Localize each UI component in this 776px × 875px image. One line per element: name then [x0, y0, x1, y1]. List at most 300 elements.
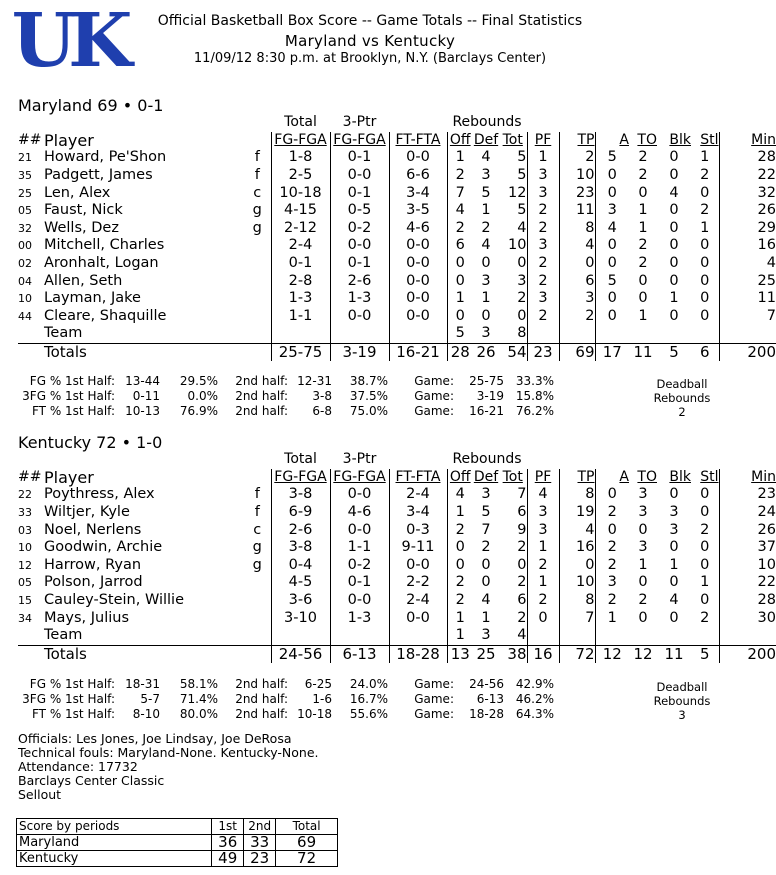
col-fg: FG-FGA: [271, 469, 330, 487]
half2-pct: 24.0%: [349, 677, 388, 691]
player-number: 05: [18, 204, 32, 218]
ft-fta: 16-21: [389, 343, 447, 361]
game-pct: 46.2%: [515, 691, 554, 706]
fg-fga: 1-8: [271, 149, 330, 167]
turnovers: 3: [638, 539, 648, 556]
minutes: 23: [719, 486, 776, 504]
fouls: 2: [527, 202, 559, 220]
col-ft: FT-FTA: [389, 132, 447, 150]
player-row: [18, 149, 776, 167]
col-fg: FG-FGA: [271, 132, 330, 150]
spacer: [559, 627, 595, 645]
half2-pct: 37.5%: [349, 388, 388, 403]
player-row: [18, 290, 776, 308]
assists: 0: [595, 237, 629, 255]
minutes: 4: [719, 255, 776, 273]
reb-tot: 4: [517, 627, 527, 644]
spacer: [629, 325, 719, 343]
three-pt: 6-13: [330, 645, 389, 663]
spacer: [389, 114, 447, 132]
player-position: g: [252, 219, 262, 236]
minutes: 28: [719, 592, 776, 610]
player-name: Mitchell, Charles: [44, 237, 165, 254]
half1-pct: 0.0%: [187, 388, 218, 403]
turnovers: 0: [638, 574, 648, 591]
player-name: Len, Alex: [44, 184, 111, 201]
steals: 5: [691, 645, 719, 663]
points: 4: [559, 521, 595, 539]
sellout: Sellout: [18, 787, 62, 802]
spacer: [18, 114, 271, 132]
col-to: TO: [637, 468, 657, 485]
deadball-l2: Rebounds: [653, 391, 711, 405]
fouls: 3: [527, 184, 559, 202]
fouls: 23: [527, 343, 559, 361]
score-row-kentucky: [17, 851, 338, 867]
ft-fta: 2-4: [389, 592, 447, 610]
score-2nd: 23: [244, 851, 276, 867]
fouls: 3: [527, 167, 559, 185]
points: 11: [559, 202, 595, 220]
pct-label: FG % 1st Half:: [29, 677, 115, 691]
ft-fta: 18-28: [389, 645, 447, 663]
half2-label: 2nd half:: [235, 403, 288, 418]
three-pt: 3-19: [330, 343, 389, 361]
minutes: 24: [719, 504, 776, 522]
reb-def: 25: [473, 645, 499, 663]
spacer: [244, 343, 271, 361]
game-label: Game:: [414, 691, 454, 706]
team-rebounds-row: [18, 325, 776, 343]
reb-tot: 5: [517, 202, 527, 219]
minutes: 30: [719, 609, 776, 627]
points: 6: [559, 272, 595, 290]
fg-fga: 3-8: [271, 539, 330, 557]
player-number: 34: [18, 611, 32, 625]
minutes: 26: [719, 521, 776, 539]
blocks: 0: [669, 237, 679, 254]
player-number: 25: [18, 186, 32, 200]
assists: 17: [595, 343, 629, 361]
ft-fta: 0-0: [389, 149, 447, 167]
points: 16: [559, 539, 595, 557]
deadball-v: 2: [678, 405, 686, 419]
player-position: [244, 592, 271, 610]
turnovers: 1: [638, 219, 648, 236]
three-pt: 0-1: [330, 184, 389, 202]
minutes: 7: [719, 308, 776, 326]
reb-def: 1: [481, 609, 491, 626]
fouls: 2: [527, 592, 559, 610]
blocks: 4: [669, 184, 679, 201]
spacer: [330, 325, 389, 343]
reb-tot: 2: [517, 574, 527, 591]
turnovers: 0: [638, 609, 648, 626]
fg-fga: 10-18: [271, 184, 330, 202]
player-name: Goodwin, Archie: [44, 539, 163, 556]
player-position: [244, 237, 271, 255]
player-number: 32: [18, 221, 32, 235]
col-a: A: [595, 469, 629, 487]
team-rebounds-row: [18, 627, 776, 645]
half2-made: 6-25: [304, 677, 332, 691]
three-pt: 2-6: [330, 272, 389, 290]
pct-row: [20, 404, 554, 419]
group-rebounds: Rebounds: [452, 114, 522, 131]
player-name: Mays, Julius: [44, 609, 130, 626]
box-score-table: [18, 451, 776, 663]
half1-pct: 80.0%: [179, 706, 218, 721]
steals: 0: [700, 592, 710, 609]
half2-label: 2nd half:: [235, 706, 288, 721]
game-pct: 76.2%: [515, 403, 554, 418]
half1-pct: 76.9%: [179, 403, 218, 418]
group-3ptr: 3-Ptr: [342, 114, 377, 131]
column-header-row: [18, 469, 776, 487]
player-row: [18, 184, 776, 202]
steals: 6: [691, 343, 719, 361]
player-number: 22: [18, 488, 32, 502]
minutes: 11: [719, 290, 776, 308]
half1-made: 0-11: [132, 388, 160, 403]
reb-off: 2: [447, 220, 473, 238]
steals: 2: [700, 202, 710, 219]
player-number: 10: [18, 541, 32, 555]
assists: 3: [595, 574, 629, 592]
spacer: [244, 645, 271, 663]
ft-fta: 2-4: [389, 486, 447, 504]
group-rebounds: Rebounds: [452, 451, 522, 468]
pct-row: [20, 707, 554, 722]
three-pt: 4-6: [330, 504, 389, 522]
turnovers: 3: [638, 486, 648, 503]
player-name: Faust, Nick: [44, 202, 123, 219]
assists: 5: [595, 272, 629, 290]
reb-off: 2: [447, 521, 473, 539]
col-ft: FT-FTA: [389, 469, 447, 487]
reb-off: 1: [447, 504, 473, 522]
spacer: [244, 627, 271, 645]
points: 69: [559, 343, 595, 361]
half1-made: 10-13: [125, 403, 160, 418]
team-title: Maryland 69 • 0-1: [18, 96, 164, 115]
reb-tot: 3: [517, 272, 527, 289]
reb-off: 0: [447, 308, 473, 326]
group-total: Total: [284, 451, 317, 468]
ft-fta: 6-6: [389, 167, 447, 185]
pct-row: [20, 374, 554, 389]
player-number: 12: [18, 558, 32, 572]
blocks: 5: [657, 343, 691, 361]
player-name: Layman, Jake: [44, 290, 141, 307]
steals: 0: [700, 272, 710, 289]
ft-fta: 0-0: [389, 557, 447, 575]
assists: 0: [595, 308, 629, 326]
minutes: 28: [719, 149, 776, 167]
game-label: Game:: [414, 374, 454, 388]
pct-row: [20, 692, 554, 707]
ft-fta: 9-11: [389, 539, 447, 557]
group-header-row: [18, 451, 776, 469]
half2-made: 1-6: [312, 691, 332, 706]
game-made: 25-75: [469, 374, 504, 388]
spacer: [719, 325, 776, 343]
player-row: [18, 504, 776, 522]
fouls: 3: [527, 237, 559, 255]
ft-fta: 3-5: [389, 202, 447, 220]
player-row: [18, 574, 776, 592]
player-name: Poythress, Alex: [44, 486, 155, 503]
half2-label: 2nd half:: [235, 388, 288, 403]
spacer: [18, 627, 44, 645]
three-pt: 1-3: [330, 609, 389, 627]
team-label: Team: [44, 325, 83, 342]
steals: 1: [700, 219, 710, 236]
score-header-label: Score by periods: [17, 819, 212, 835]
reb-off: 0: [447, 557, 473, 575]
fg-fga: 2-6: [271, 521, 330, 539]
steals: 0: [700, 255, 710, 272]
assists: 2: [595, 557, 629, 575]
points: 23: [559, 184, 595, 202]
turnovers: 0: [638, 521, 648, 538]
points: 0: [559, 557, 595, 575]
player-row: [18, 592, 776, 610]
reb-off: 2: [447, 167, 473, 185]
group-header-row: [18, 114, 776, 132]
minutes: 10: [719, 557, 776, 575]
score-header-row: [17, 819, 338, 835]
col-min: Min: [719, 132, 776, 150]
fouls: 1: [527, 149, 559, 167]
col-a: A: [595, 132, 629, 150]
player-row: [18, 308, 776, 326]
deadball-v: 3: [678, 708, 686, 722]
half1-made: 13-44: [125, 374, 160, 388]
score-team: Maryland: [17, 835, 212, 851]
half1-made: 8-10: [132, 706, 160, 721]
score-header-total: Total: [276, 819, 338, 835]
col-def: Def: [473, 131, 499, 148]
assists: 0: [595, 521, 629, 539]
player-name: Polson, Jarrod: [44, 574, 143, 591]
points: 7: [559, 609, 595, 627]
three-pt: 1-3: [330, 290, 389, 308]
three-pt: 0-2: [330, 220, 389, 238]
player-row: [18, 486, 776, 504]
game-label: Game:: [414, 706, 454, 721]
reb-tot: 8: [517, 325, 527, 342]
player-row: [18, 167, 776, 185]
blocks: 3: [669, 504, 679, 521]
spacer: [330, 627, 389, 645]
turnovers: 1: [638, 202, 648, 219]
fg-fga: 6-9: [271, 504, 330, 522]
deadball-rebounds: [637, 377, 727, 419]
ft-fta: 3-4: [389, 504, 447, 522]
spacer: [559, 325, 595, 343]
assists: 0: [595, 486, 629, 504]
blocks: 1: [669, 556, 679, 573]
points: 2: [559, 308, 595, 326]
spacer: [527, 325, 559, 343]
reb-def: 0: [481, 255, 491, 272]
turnovers: 0: [638, 272, 648, 289]
player-position: [244, 609, 271, 627]
player-position: f: [254, 504, 260, 521]
player-name: Allen, Seth: [44, 272, 123, 289]
totals-label: Totals: [44, 343, 244, 361]
game-made: 18-28: [469, 706, 504, 721]
points: 8: [559, 220, 595, 238]
fouls: 3: [527, 521, 559, 539]
fg-fga: 3-10: [271, 609, 330, 627]
reb-tot: 9: [517, 521, 527, 538]
minutes: 200: [719, 645, 776, 663]
player-number: 10: [18, 292, 32, 306]
three-pt: 1-1: [330, 539, 389, 557]
assists: 12: [595, 645, 629, 663]
assists: 5: [595, 149, 629, 167]
totals-row: [18, 645, 776, 663]
player-position: [244, 308, 271, 326]
points: 0: [559, 255, 595, 273]
fg-fga: 2-5: [271, 167, 330, 185]
points: 72: [559, 645, 595, 663]
reb-def: 1: [481, 202, 491, 219]
assists: 4: [595, 220, 629, 238]
player-name: Wells, Dez: [44, 219, 119, 236]
minutes: 22: [719, 574, 776, 592]
steals: 0: [700, 237, 710, 254]
reb-tot: 5: [517, 149, 527, 166]
player-name: Padgett, James: [44, 167, 153, 184]
reb-def: 0: [481, 556, 491, 573]
fg-fga: 0-1: [271, 255, 330, 273]
fg-fga: 1-3: [271, 290, 330, 308]
blocks: 0: [669, 219, 679, 236]
pct-label: FT % 1st Half:: [31, 706, 115, 721]
player-row: [18, 272, 776, 290]
ft-fta: 0-0: [389, 308, 447, 326]
reb-def: 4: [481, 149, 491, 166]
player-number: 35: [18, 169, 32, 183]
spacer: [18, 325, 44, 343]
player-position: [244, 272, 271, 290]
half2-made: 3-8: [312, 388, 332, 403]
col-player: Player: [44, 130, 94, 150]
half1-pct: 71.4%: [179, 691, 218, 706]
ft-fta: 0-0: [389, 290, 447, 308]
game-pct: 64.3%: [515, 706, 554, 721]
reb-def: 5: [481, 184, 491, 201]
game-notes: [18, 732, 319, 802]
turnovers: 1: [638, 556, 648, 573]
player-name: Aronhalt, Logan: [44, 255, 159, 272]
fg-fga: 0-4: [271, 557, 330, 575]
player-position: f: [254, 167, 260, 184]
pct-label: 3FG % 1st Half:: [22, 691, 115, 706]
reb-tot: 6: [517, 592, 527, 609]
score-1st: 49: [212, 851, 244, 867]
three-pt: 0-0: [330, 592, 389, 610]
group-total: Total: [284, 114, 317, 131]
minutes: 29: [719, 220, 776, 238]
ft-fta: 0-0: [389, 272, 447, 290]
col-def: Def: [473, 468, 499, 485]
team-label: Team: [44, 627, 83, 644]
steals: 0: [700, 290, 710, 307]
event-name: Barclays Center Classic: [18, 773, 165, 788]
turnovers: 2: [638, 167, 648, 184]
ft-fta: 2-2: [389, 574, 447, 592]
blocks: 4: [669, 592, 679, 609]
col-num: ##: [18, 468, 42, 485]
steals: 0: [700, 184, 710, 201]
turnovers: 1: [638, 307, 648, 324]
fouls: 16: [527, 645, 559, 663]
score-team: Kentucky: [17, 851, 212, 867]
reb-def: 3: [481, 325, 491, 342]
player-number: 15: [18, 594, 32, 608]
spacer: [389, 451, 447, 469]
uk-logo: [11, 0, 125, 84]
col-off: Off: [447, 132, 473, 150]
minutes: 22: [719, 167, 776, 185]
col-tp: TP: [559, 132, 595, 150]
assists: 0: [595, 255, 629, 273]
turnovers: 11: [629, 343, 657, 361]
game-made: 6-13: [476, 691, 504, 706]
player-name: Cauley-Stein, Willie: [44, 592, 185, 609]
reb-off: 0: [447, 539, 473, 557]
spacer: [18, 645, 44, 663]
col-3p: FG-FGA: [330, 469, 389, 487]
col-blk: Blk: [669, 468, 691, 485]
three-pt: 0-0: [330, 521, 389, 539]
col-tp: TP: [559, 469, 595, 487]
three-pt: 0-0: [330, 486, 389, 504]
game-pct: 33.3%: [515, 374, 554, 388]
ft-fta: 4-6: [389, 220, 447, 238]
reb-def: 0: [481, 307, 491, 324]
score-1st: 36: [212, 835, 244, 851]
player-name: Noel, Nerlens: [44, 521, 142, 538]
half2-pct: 38.7%: [349, 374, 388, 388]
points: 4: [559, 237, 595, 255]
reb-tot: 0: [517, 307, 527, 324]
half2-label: 2nd half:: [235, 677, 288, 691]
reb-tot: 0: [517, 556, 527, 573]
game-pct: 42.9%: [515, 677, 554, 691]
blocks: 0: [669, 609, 679, 626]
blocks: 0: [669, 255, 679, 272]
player-position: [244, 255, 271, 273]
reb-def: 3: [481, 272, 491, 289]
deadball-l1: Deadball: [656, 377, 708, 391]
three-pt: 0-1: [330, 149, 389, 167]
matchup: Maryland vs Kentucky: [284, 32, 456, 50]
blocks: 0: [669, 167, 679, 184]
reb-def: 3: [481, 486, 491, 503]
reb-off: 5: [447, 325, 473, 343]
reb-tot: 0: [517, 255, 527, 272]
steals: 2: [700, 521, 710, 538]
turnovers: 2: [638, 149, 648, 166]
spacer: [18, 451, 271, 469]
fg-fga: 1-1: [271, 308, 330, 326]
reb-def: 26: [473, 343, 499, 361]
